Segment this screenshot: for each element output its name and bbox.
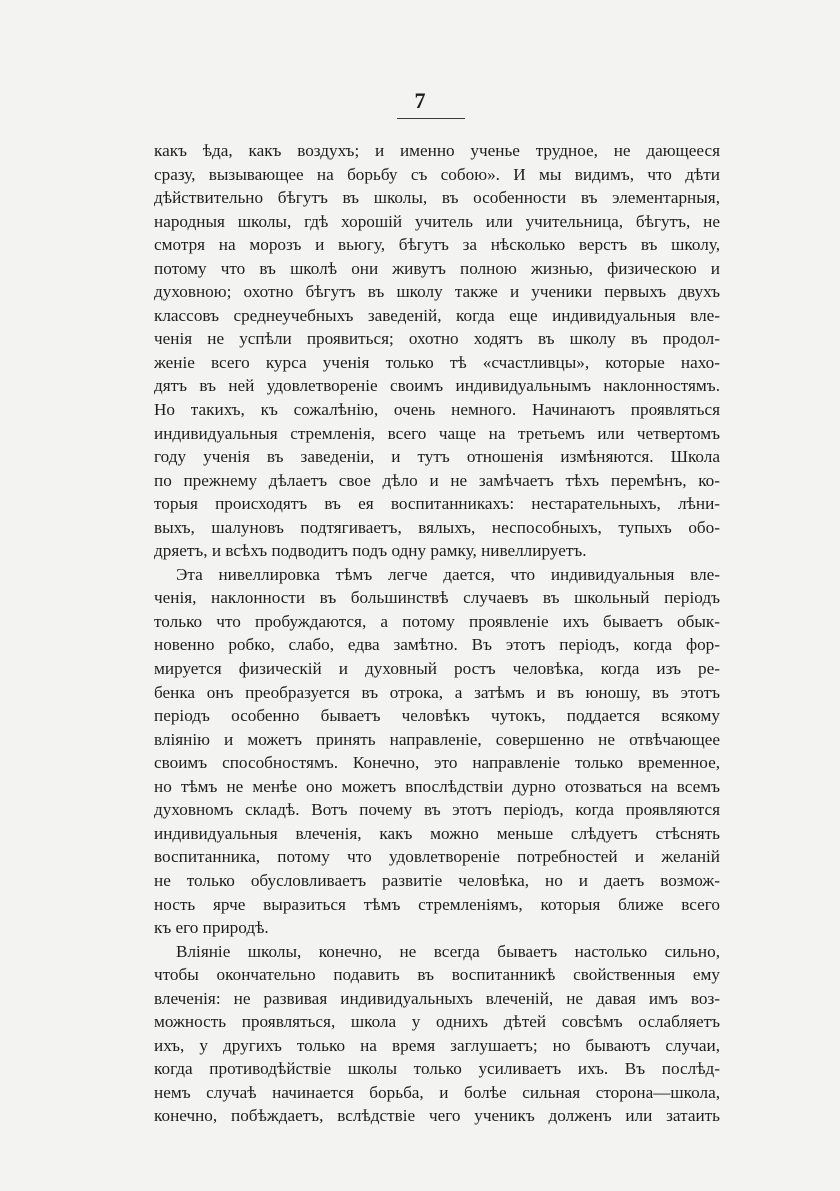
text-line: къ его природѣ.: [154, 918, 269, 938]
text-line: воспитанника, потому что удовлетвореніе потребностей и желаній: [154, 847, 720, 867]
text-line: ченія, наклонности въ большинствѣ случаевъ въ школьный періодъ: [154, 588, 720, 608]
text-line: по прежнему дѣлаетъ свое дѣло и не замѣчаетъ тѣхъ перемѣнъ, ко-: [154, 470, 720, 490]
text-line: выхъ, шалуновъ подтягиваетъ, вялыхъ, неспособныхъ, тупыхъ обо-: [154, 517, 720, 537]
text-line: ченія не успѣли проявиться; охотно ходятъ въ школу въ продол-: [154, 329, 720, 349]
text-line: смотря на морозъ и вьюгу, бѣгутъ за нѣсколько верстъ въ школу,: [154, 235, 720, 255]
text-line: влеченія: не развивая индивидуальныхъ влеченій, не давая имъ воз-: [154, 988, 720, 1008]
paragraph-2: [154, 563, 720, 940]
text-line: индивидуальныя влеченія, какъ можно меньше слѣдуетъ стѣснять: [154, 823, 720, 843]
text-line: индивидуальныя стремленія, всего чаще на третьемъ или четвертомъ: [154, 423, 720, 443]
paragraph-1: [154, 139, 720, 563]
text-line: вліянію и можетъ принять направленіе, совершенно не отвѣчающее: [154, 729, 720, 749]
text-line: періодъ особенно бываетъ человѣкъ чутокъ, поддается всякому: [154, 706, 720, 726]
text-line: дятъ въ ней удовлетвореніе своимъ индивидуальнымъ наклонностямъ.: [154, 376, 720, 396]
body-text: [154, 139, 720, 1128]
page-number: 7: [414, 88, 426, 113]
text-line: сразу, вызывающее на борьбу съ собою». И мы видимъ, что дѣти: [154, 164, 720, 184]
text-line: ность ярче выразиться тѣмъ стремленіямъ, которыя ближе всего: [154, 894, 720, 914]
text-line: ихъ, у другихъ только на время заглушаетъ; но бываютъ случаи,: [154, 1035, 720, 1055]
text-line: потому что въ школѣ они живутъ полною жизнью, физическою и: [154, 258, 720, 278]
text-line: новенно робко, слабо, едва замѣтно. Въ этотъ періодъ, когда фор-: [154, 635, 720, 655]
text-line: но тѣмъ не менѣе оно можетъ впослѣдствіи дурно отозваться на всемъ: [154, 776, 720, 796]
text-line: духовною; охотно бѣгутъ въ школу также и ученики первыхъ двухъ: [154, 282, 720, 302]
text-line: женіе всего курса ученія только тѣ «счастливцы», которые нахо-: [154, 352, 720, 372]
text-line: бенка онъ преобразуется въ отрока, а затѣмъ и въ юношу, въ этотъ: [154, 682, 720, 702]
text-line: мируется физическій и духовный ростъ человѣка, когда изъ ре-: [154, 659, 720, 679]
text-line: Но такихъ, къ сожалѣнію, очень немного. Начинаютъ проявляться: [154, 400, 720, 420]
text-line: можность проявляться, школа у однихъ дѣтей совсѣмъ ослабляетъ: [154, 1012, 720, 1032]
text-line: когда противодѣйствіе школы только усиливаетъ ихъ. Въ послѣд-: [154, 1059, 720, 1079]
text-line: торыя происходятъ въ ея воспитанникахъ: нестарательныхъ, лѣни-: [154, 494, 720, 514]
text-line: немъ случаѣ начинается борьба, и болѣе сильная сторона—школа,: [154, 1082, 720, 1102]
text-line: конечно, побѣждаетъ, вслѣдствіе чего ученикъ долженъ или затаить: [154, 1106, 720, 1126]
text-line: только что пробуждаются, а потому проявленіе ихъ бываетъ обык-: [154, 611, 720, 631]
text-line: какъ ѣда, какъ воздухъ; и именно ученье трудное, не дающееся: [154, 141, 720, 160]
page-number-rule: [397, 118, 465, 119]
text-line: дряетъ, и всѣхъ подводитъ подъ одну рамку, нивеллируетъ.: [154, 541, 587, 561]
text-line: не только обусловливаетъ развитіе человѣка, но и даетъ возмож-: [154, 870, 720, 890]
text-line: своимъ способностямъ. Конечно, это направленіе только временное,: [154, 753, 720, 773]
text-line: народныя школы, гдѣ хорошій учитель или учительница, бѣгутъ, не: [154, 211, 720, 231]
text-line: Вліяніе школы, конечно, не всегда бываетъ настолько сильно,: [176, 941, 720, 961]
text-line: классовъ среднеучебныхъ заведеній, когда еще индивидуальныя вле-: [154, 305, 720, 325]
text-line: дѣйствительно бѣгутъ въ школы, въ особенности въ элементарныя,: [154, 188, 720, 208]
paragraph-3: [154, 940, 720, 1128]
text-line: Эта нивеллировка тѣмъ легче дается, что индивидуальныя вле-: [176, 564, 720, 584]
text-line: духовномъ складѣ. Вотъ почему въ этотъ періодъ, когда проявляются: [154, 800, 720, 820]
text-line: чтобы окончательно подавить въ воспитанникѣ свойственныя ему: [154, 965, 720, 985]
text-line: году ученія въ заведеніи, и тутъ отношенія измѣняются. Школа: [154, 447, 720, 467]
